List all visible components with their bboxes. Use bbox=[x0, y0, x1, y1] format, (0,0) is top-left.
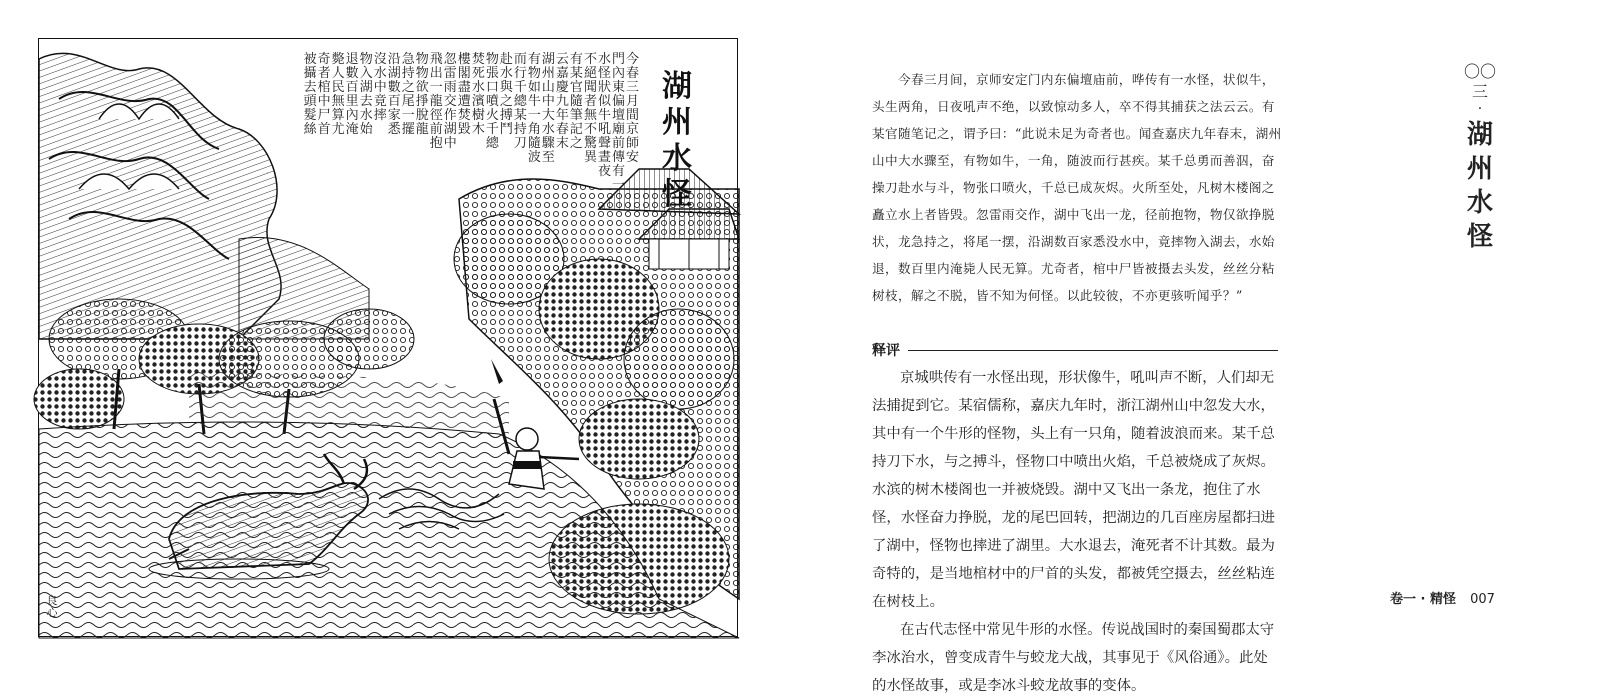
volume-label: 卷一 · 精怪 bbox=[1390, 592, 1456, 607]
inscription-column: 湖州山中大水驟至 bbox=[541, 52, 555, 165]
section-label: 释评 bbox=[872, 343, 900, 359]
inscription-column: 急持之尾一擺 bbox=[401, 52, 415, 137]
inscription-column: 飛出一龍徑前抱 bbox=[429, 52, 443, 151]
title-char: 怪 bbox=[662, 177, 692, 212]
inscription-column: 門內東偏壇廟前傳有一 bbox=[611, 52, 625, 193]
title-char: 水 bbox=[662, 141, 692, 176]
section-header bbox=[872, 340, 1278, 360]
inscription-column: 有物如牛一角隨波 bbox=[527, 52, 541, 165]
page-footer bbox=[1390, 588, 1495, 607]
inscription-column: 樓閣盡遭焚毀 bbox=[457, 52, 471, 137]
inscription-column: 沿湖數百家悉 bbox=[387, 52, 401, 137]
story-name-char: 湖 bbox=[1466, 120, 1493, 150]
inscription-column: 云嘉慶九年春末 bbox=[555, 52, 569, 151]
title-char: 湖 bbox=[662, 69, 692, 104]
inscription-column: 退數百里內淹 bbox=[345, 52, 359, 137]
story-name-char: 怪 bbox=[1466, 222, 1493, 252]
side-title bbox=[1462, 62, 1498, 252]
illustration-title bbox=[659, 69, 695, 213]
commentary bbox=[872, 364, 1282, 700]
story-number: 〇〇三 bbox=[1463, 62, 1496, 101]
inscription-column: 有某官隨筆記之 bbox=[569, 52, 583, 151]
commentary-paragraph: 在古代志怪中常见牛形的水怪。传说战国时的秦国蜀郡太守李冰治水，曾变成青牛与蛟龙大战，其事见于《风俗通》。此处的水怪故事，或是李冰斗蛟龙故事的变体。 bbox=[872, 622, 1275, 694]
story-name-char: 州 bbox=[1466, 154, 1493, 184]
inscription-column: 物入湖去水始 bbox=[359, 52, 373, 137]
story-name-char: 水 bbox=[1466, 188, 1493, 218]
inscription-column: 焚死水濱樹木 bbox=[471, 52, 485, 137]
artist-signature: 良心 bbox=[46, 594, 58, 619]
title-dot: · bbox=[1477, 101, 1483, 117]
source-quote: 今春三月间，京师安定门内东偏壇庙前，哗传有一水怪，状似牛，头生两角，日夜吼声不绝，以致惊动多人，卒不得其捕获之法云云。有某官随笔记之，谓予曰：“此说未足为奇者也。闻查嘉庆九年春末，湖州山中大水骤至，有物如牛，一角，随波而行甚疾。某千总勇而善泅，奋操刀赴水与斗，物张口喷火，千总已成灰烬。火所至处，凡树木楼阁之矗立水上者皆毁。忽雷雨交作，湖中飞出一龙，径前抱物，物仅欲挣脱状，龙急持之，将尾一摆，沿湖数百家悉没水中，竟摔物入湖去，水始退，数百里内淹毙人民无算。尤奇者，棺中尸皆被摄去头发，丝丝分粘树枝，解之不脱，皆不知为何怪。以此较彼，不亦更骇听闻乎？” bbox=[872, 72, 1282, 303]
illustration-plate bbox=[38, 38, 738, 637]
inscription-column: 物物欲掙脫龍 bbox=[415, 52, 429, 137]
inscription-column: 不絕聞者無不驚異 bbox=[583, 52, 597, 165]
inscription-column: 沒水中竟摔 bbox=[373, 52, 387, 123]
section-divider bbox=[908, 350, 1278, 351]
inscription-column: 斃人民無算尤 bbox=[331, 52, 345, 137]
inscription-text bbox=[303, 52, 639, 353]
inscription-column: 物張口噴火千總 bbox=[485, 52, 499, 151]
inscription-column: 奇者棺中尸首 bbox=[317, 52, 331, 137]
inscription-column: 被攝去頭髮絲 bbox=[303, 52, 317, 137]
page-number: 007 bbox=[1470, 592, 1495, 607]
inscription-column: 而行千總某持刀 bbox=[513, 52, 527, 151]
inscription-column: 水怪狀似牛吼聲晝夜 bbox=[597, 52, 611, 179]
inscription-column: 忽雷雨交作湖中 bbox=[443, 52, 457, 151]
inscription-column: 今春三月間京師安 bbox=[625, 52, 639, 165]
inscription-column: 赴水與之搏鬥 bbox=[499, 52, 513, 137]
commentary-paragraph: 京城哄传有一水怪出现，形状像牛，吼叫声不断，人们却无法捕捉到它。某宿儒称，嘉庆九年时，浙江湖州山中忽发大水，其中有一个牛形的怪物，头上有一只角，随着波浪而来。某千总持刀下水，与之搏斗，怪物口中喷出火焰，千总被烧成了灰烬。水滨的树木楼阁也一并被烧毁。湖中又飞出一条龙，抱住了水怪，水怪奋力挣脱，龙的尾巴回转，把湖边的几百座房屋都扫进了湖中，怪物也摔进了湖里。大水退去，淹死者不计其数。最为奇特的，是当地棺材中的尸首的头发，都被凭空摄去，丝丝粘连在树枝上。 bbox=[872, 370, 1275, 610]
title-char: 州 bbox=[662, 105, 692, 140]
